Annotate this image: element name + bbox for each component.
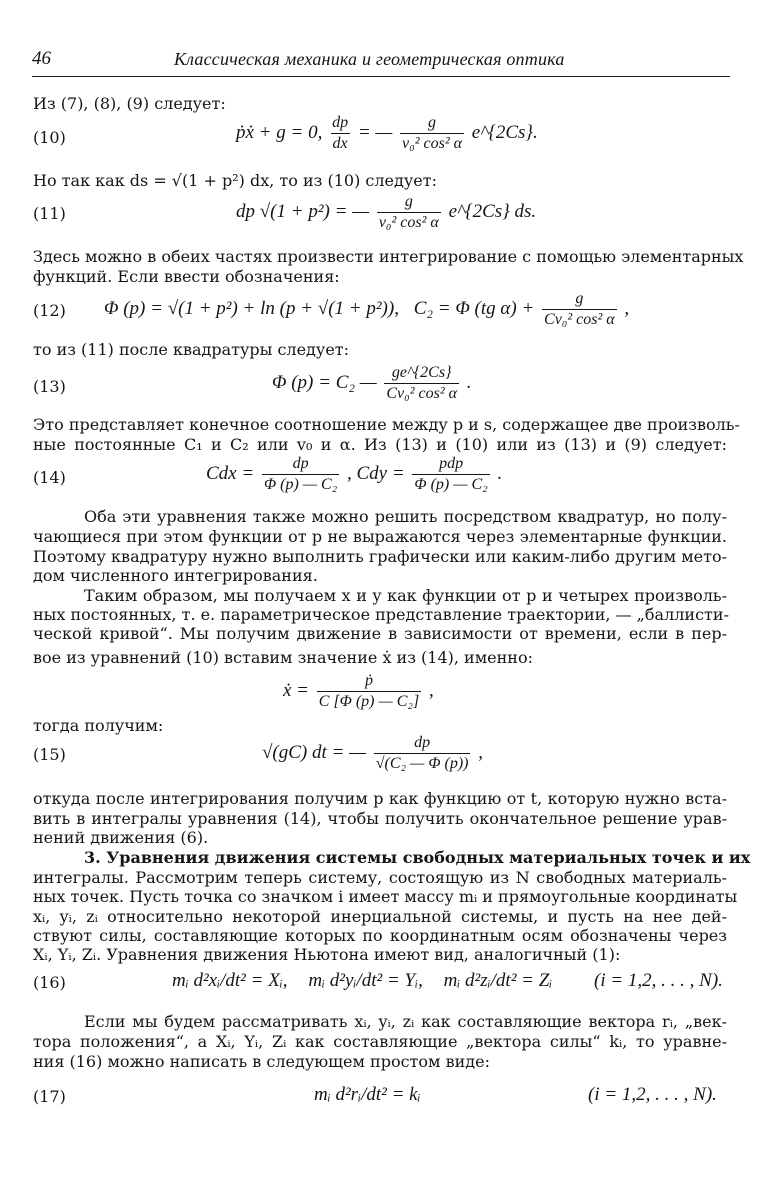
eq-part: . <box>497 462 503 484</box>
section-heading: 3. Уравнения движения системы свободных материальных точек и их <box>84 848 751 867</box>
text-line: Xᵢ, Yᵢ, Zᵢ. Уравнения движения Ньютона имеют вид, аналогичный (1): <box>33 945 621 964</box>
text-line: Таким образом, мы получаем x и y как функции от p и четырех произволь- <box>84 586 727 605</box>
text-line: xᵢ, yᵢ, zᵢ относительно некоторой инерциальной системы, и пусть на нее дей- <box>33 907 727 926</box>
eq-part: Φ (p) = √(1 + p²) + ln (p + √(1 + p²)), <box>104 297 399 319</box>
equation-number: (11) <box>33 204 66 223</box>
header-rule <box>32 76 730 77</box>
text-line: Оба эти уравнения также можно решить посредством квадратур, но полу- <box>84 507 727 526</box>
text-line: Поэтому квадратуру нужно выполнить графически или каким-либо другим мето- <box>33 547 727 566</box>
fraction <box>542 290 617 329</box>
text-line: чающиеся при этом функции от p не выражаются через элементарные функции. <box>33 527 727 546</box>
text-line: то из (11) после квадратуры следует: <box>33 340 350 359</box>
numerator: dp <box>414 734 431 751</box>
eq-part: dp √(1 + p²) = — <box>236 200 370 222</box>
equation-17-range: (i = 1,2, . . . , N). <box>588 1084 717 1105</box>
eq-part: = — <box>357 121 393 143</box>
text-line: интегралы. Рассмотрим теперь систему, состоящую из N свободных материаль- <box>33 868 727 887</box>
equation-number: (13) <box>33 377 66 396</box>
equation-number: (17) <box>33 1087 66 1106</box>
text-line: тора положения“, а Xᵢ, Yᵢ, Zᵢ как составляющие „вектора силы“ kᵢ, то уравне- <box>33 1032 727 1051</box>
eq-part: , <box>624 297 630 319</box>
text-line: ческой кривой“. Мы получим движение в зависимости от времени, если в пер- <box>33 624 727 643</box>
text-line: вое из уравнений (10) вставим значение ẋ из (14), именно: <box>33 648 533 667</box>
text-line: ствуют силы, составляющие которых по координатным осям обозначены через <box>33 926 727 945</box>
numerator: dp <box>332 114 349 131</box>
equation-11 <box>236 193 536 232</box>
text-line: Из (7), (8), (9) следует: <box>33 94 226 113</box>
denominator: Φ (p) — C₂ <box>414 476 488 493</box>
running-title: Классическая механика и геометрическая оптика <box>174 49 565 69</box>
equation-number: (15) <box>33 745 66 764</box>
denominator: v₀² cos² α <box>378 214 439 231</box>
text-line: Но так как ds = √(1 + p²) dx, то из (10) следует: <box>33 171 437 190</box>
equation-17: mᵢ d²rᵢ/dt² = kᵢ <box>314 1084 421 1105</box>
eq-part: mᵢ d²xᵢ/dt² = Xᵢ, <box>172 970 288 991</box>
eq-part: √(gC) dt = — <box>262 741 366 763</box>
text-line: ных постоянных, т. е. параметрическое представление траектории, — „баллисти- <box>33 605 729 624</box>
text-line: ные постоянные C₁ и C₂ или v₀ и α. Из (13) и (10) или из (13) и (9) следует: <box>33 435 727 454</box>
numerator: dp <box>292 455 309 472</box>
eq-part: . <box>466 371 472 393</box>
eq-part: , <box>478 741 483 763</box>
eq-part: , Cdy = <box>346 462 405 484</box>
eq-part: Φ (p) = C₂ — <box>272 371 377 393</box>
page-header <box>32 48 732 74</box>
equation-number: (12) <box>33 301 66 320</box>
equation-10 <box>236 114 538 153</box>
eq-part: ẋ = <box>283 679 310 701</box>
eq-part: Cdx = <box>206 462 255 484</box>
text-line: вить в интегралы уравнения (14), чтобы получить окончательное решение урав- <box>33 809 727 828</box>
equation-16-range: (i = 1,2, . . . , N). <box>594 970 723 991</box>
denominator: C [Φ (p) — C₂] <box>318 693 420 710</box>
numerator: g <box>404 193 413 210</box>
text-line: ных точек. Пусть точка со значком i имеет массу mᵢ и прямоугольные координаты <box>33 887 738 906</box>
equation-15 <box>262 734 483 773</box>
eq-part: ṗẋ + g = 0, <box>236 121 323 143</box>
text-line: тогда получим: <box>33 716 164 735</box>
fraction <box>377 193 441 232</box>
equation-xdot <box>283 672 434 711</box>
text-line: нений движения (6). <box>33 828 209 847</box>
denominator: Cv₀² cos² α <box>386 385 458 402</box>
eq-part: e^{2Cs}. <box>471 121 538 143</box>
text-line: дом численного интегрирования. <box>33 566 318 585</box>
text-line: ния (16) можно написать в следующем простом виде: <box>33 1052 490 1071</box>
denominator: Cv₀² cos² α <box>544 311 615 328</box>
fraction <box>374 734 471 773</box>
text-line: Здесь можно в обеих частях произвести интегрирование с помощью элементарных <box>33 247 744 266</box>
denominator: dx <box>332 135 348 152</box>
text-line: Если мы будем рассматривать xᵢ, yᵢ, zᵢ как составляющие вектора rᵢ, „век- <box>84 1012 727 1031</box>
fraction <box>412 455 489 494</box>
denominator: √(C₂ — Φ (p)) <box>375 755 469 772</box>
eq-part: C₂ = Φ (tg α) + <box>413 297 535 319</box>
numerator: g <box>575 290 584 307</box>
numerator: ge^{2Cs} <box>391 364 452 381</box>
equation-14 <box>206 455 502 494</box>
eq-part: mᵢ d²yᵢ/dt² = Yᵢ, <box>308 970 423 991</box>
equation-16 <box>172 970 552 992</box>
fraction <box>317 672 421 711</box>
text-line: Это представляет конечное соотношение между p и s, содержащее две произволь- <box>33 415 740 434</box>
fraction <box>330 114 350 153</box>
equation-number: (16) <box>33 973 66 992</box>
denominator: Φ (p) — C₂ <box>263 476 338 493</box>
fraction <box>384 364 459 403</box>
denominator: v₀² cos² α <box>402 135 463 152</box>
text-line: откуда после интегрирования получим p как функцию от t, которую нужно вста- <box>33 789 727 808</box>
text-line: функций. Если ввести обозначения: <box>33 267 340 286</box>
eq-part: e^{2Cs} ds. <box>448 200 537 222</box>
numerator: g <box>428 114 437 131</box>
equation-number: (14) <box>33 468 66 487</box>
equation-number: (10) <box>33 128 66 147</box>
numerator: ṗ <box>364 672 373 689</box>
numerator: pdp <box>439 455 464 472</box>
eq-part: , <box>428 679 434 701</box>
eq-part: mᵢ d²zᵢ/dt² = Zᵢ <box>443 970 553 991</box>
equation-13 <box>272 364 472 403</box>
fraction <box>262 455 339 494</box>
equation-12 <box>104 290 629 329</box>
page-number: 46 <box>32 48 51 69</box>
fraction <box>400 114 464 153</box>
